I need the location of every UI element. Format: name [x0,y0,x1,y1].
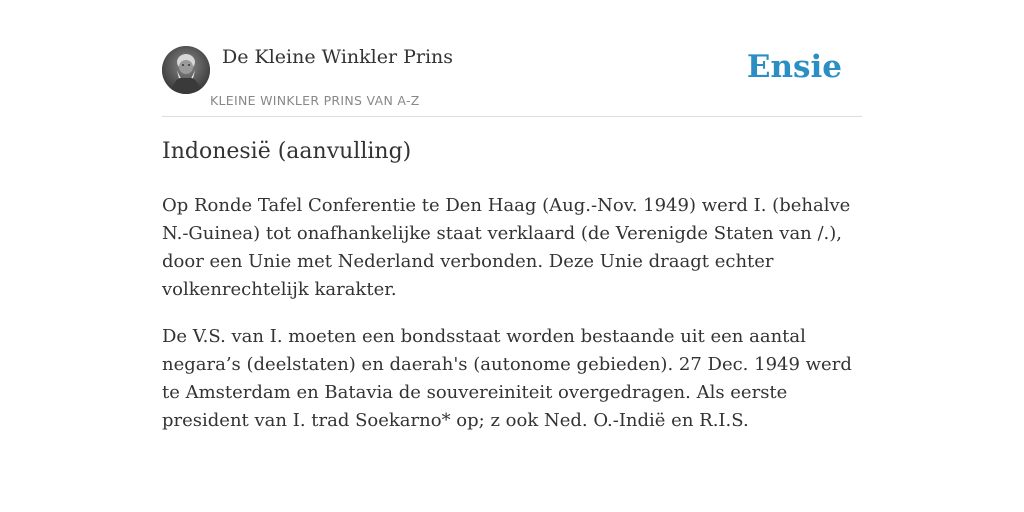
header [162,44,862,117]
author-name[interactable]: De Kleine Winkler Prins [222,46,454,68]
source-label[interactable]: KLEINE WINKLER PRINS VAN A-Z [210,93,420,108]
article-title: Indonesië (aanvulling) [162,139,412,164]
article-paragraph: Op Ronde Tafel Conferentie te Den Haag (Aug.-Nov. 1949) werd I. (behalve N.-Guinea) tot onafhankelijke staat verklaard (de Verenigde Staten van /.), door een Unie met Nederland verbonden. Deze Unie draagt echter volkenrechtelijk karakter. [162,195,851,300]
portrait-icon [162,46,210,94]
article-body [162,192,866,454]
avatar[interactable] [162,46,210,94]
brand-logo[interactable]: Ensie [746,49,842,85]
article-paragraph: De V.S. van I. moeten een bondsstaat worden bestaande uit een aantal negara’s (deelstaten) en daerah's (autonome gebieden). 27 Dec. 1949 werd te Amsterdam en Batavia de souvereiniteit overgedragen. Als eerste president van I. trad Soekarno* op; z ook Ned. O.-Indië en R.I.S. [162,326,852,431]
